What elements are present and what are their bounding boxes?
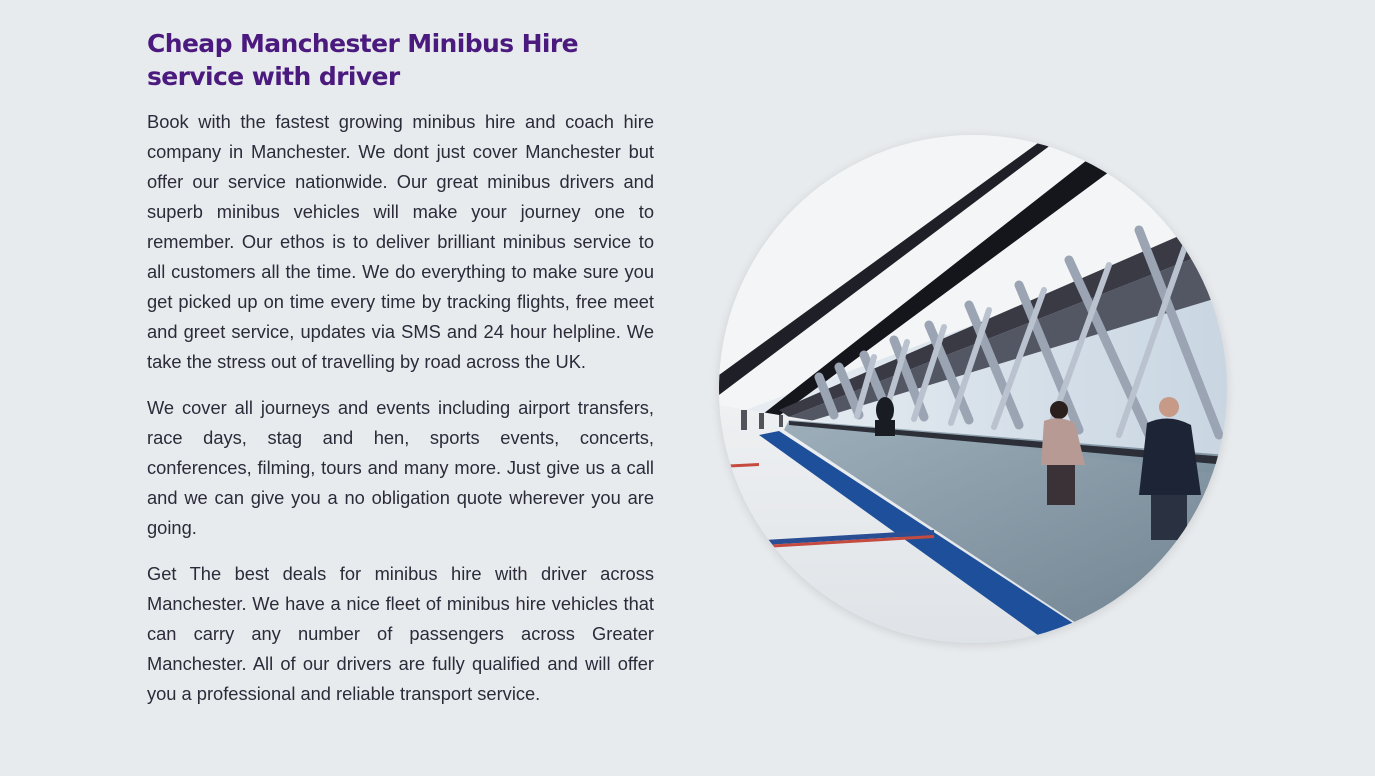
paragraph-intro: Book with the fastest growing minibus hire and coach hire company in Manchester. We dont just cover Manchester but offer our service nationwide. Our great minibus drivers and superb minibus vehicles will make your journey one to remember. Our ethos is to deliver brilliant minibus service to all customers all the time. We do everything to make sure you get picked up on time every time by tracking flights, free meet and greet service, updates via SMS and 24 hour helpline. We take the stress out of travelling by road across the UK. [147, 111, 654, 372]
airport-walkway-image [719, 135, 1227, 643]
section-title: Cheap Manchester Minibus Hire service with driver [147, 29, 578, 91]
text-column [147, 27, 654, 725]
paragraph-journeys: We cover all journeys and events including airport transfers, race days, stag and hen, sports events, concerts, conferences, filming, tours and many more. Just give us a call and we can give you a no obligation quote wherever you are going. [147, 397, 654, 538]
paragraph-deals: Get The best deals for minibus hire with driver across Manchester. We have a nice fleet of minibus hire vehicles that can carry any number of passengers across Greater Manchester. All of our drivers are fully qualified and will offer you a professional and reliable transport service. [147, 563, 654, 704]
